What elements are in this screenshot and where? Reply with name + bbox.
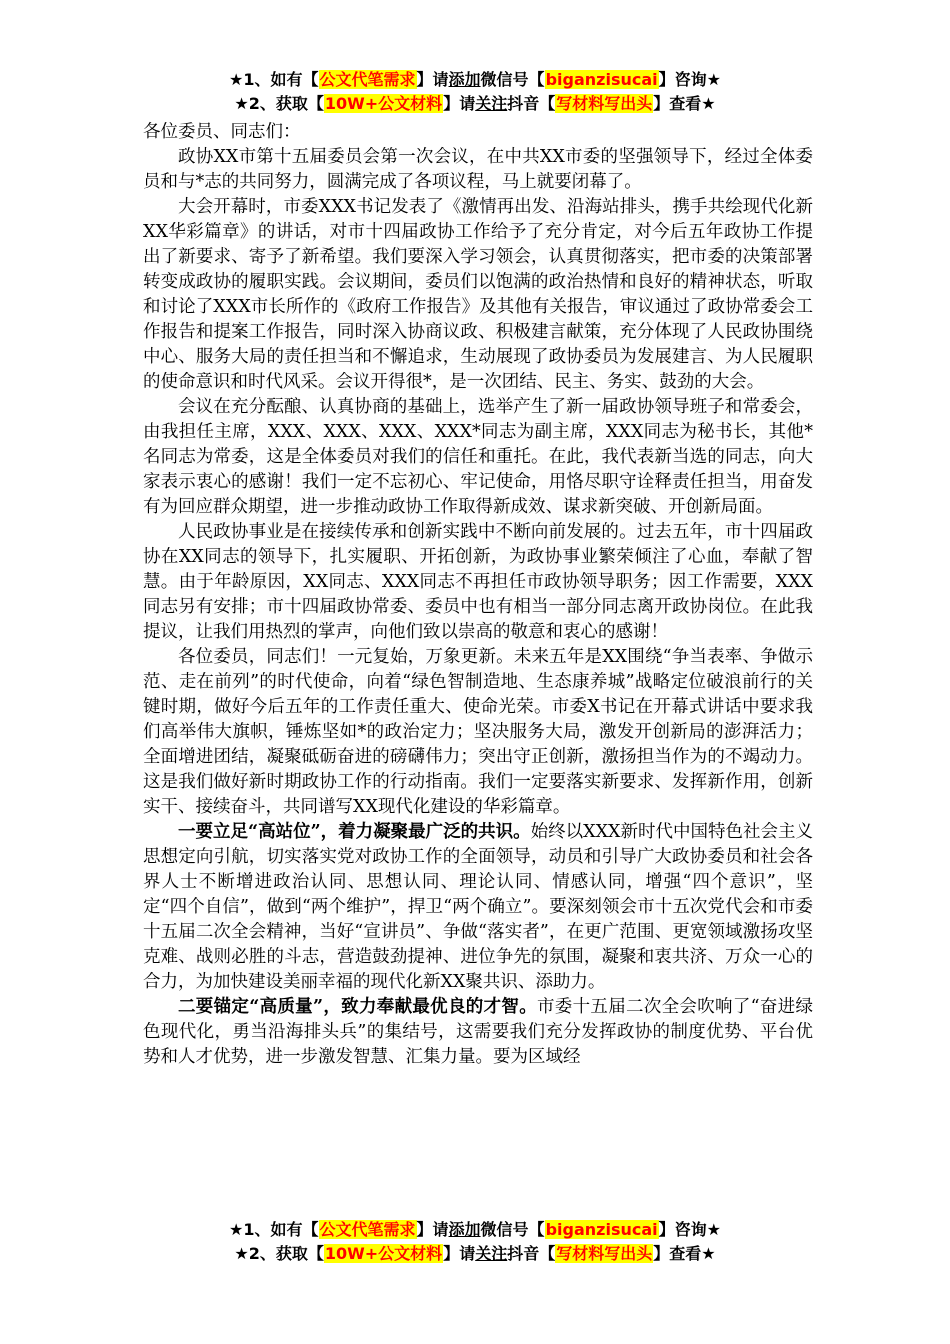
banner-line-1 [0,1218,950,1242]
banner-text: 微信号【 [480,1220,545,1239]
banner-underline: 添加 [448,1220,481,1239]
paragraph-7 [143,995,813,1070]
banner-highlight: biganzisucai [545,1220,658,1239]
banner-highlight: 公文代笔需求 [319,1220,416,1239]
banner-highlight: biganzisucai [545,70,658,89]
banner-line-2 [0,1242,950,1266]
banner-underline: 添加 [448,70,481,89]
banner-text: 抖音【 [507,1244,556,1263]
banner-text: 抖音【 [507,94,556,113]
paragraph-6-text: 始终以XXX新时代中国特色社会主义思想定向引航，切实落实党对政协工作的全面领导，动员和引导广大政协委员和社会各界人士不断增进政治认同、思想认同、理论认同、情感认同，增强“四个意识”，坚定“四个自信”，做到“两个维护”，捍卫“两个确立”。要深刻领会市十五次党代会和市委十五届二次全会精神，当好“宣讲员”、争做“落实者”，在更广范围、更宽领域激扬攻坚克难、战则必胜的斗志，营造鼓劲提神、进位争先的氛围，凝聚和衷共济、万众一心的合力，为加快建设美丽幸福的现代化新XX聚共识、添助力。 [143,822,814,992]
banner-text: ★1、如有【 [229,70,319,89]
banner-text: 】请 [416,70,449,89]
banner-highlight: 写材料写出头 [556,94,653,113]
header-banner [0,68,950,116]
paragraph-4: 人民政协事业是在接续传承和创新实践中不断向前发展的。过去五年，市十四届政协在XX同志的领导下，扎实履职、开拓创新，为政协事业繁荣倾注了心血，奉献了智慧。由于年龄原因，XX同志、XXX同志不再担任市政协领导职务；因工作需要，XXX同志另有安排；市十四届政协常委、委员中也有相当一部分同志离开政协岗位。在此我提议，让我们用热烈的掌声，向他们致以崇高的敬意和衷心的感谢！ [143,522,813,642]
banner-text: 】查看★ [653,1244,716,1263]
paragraph-7-text: 市委十五届二次全会吹响了“奋进绿色现代化，勇当沿海排头兵”的集结号，这需要我们充分发挥政协的制度优势、平台优势和人才优势，进一步激发智慧、汇集力量。要为区域经 [143,997,813,1067]
banner-text: ★1、如有【 [229,1220,319,1239]
banner-text: ★2、获取【 [234,1244,324,1263]
banner-text: 】请 [443,1244,476,1263]
paragraph-2: 大会开幕时，市委XXX书记发表了《激情再出发、沿海站排头，携手共绘现代化新XX华彩篇章》的讲话，对市十四届政协工作给予了充分肯定，对今后五年政协工作提出了新要求、寄予了新希望。我们要深入学习领会，认真贯彻落实，把市委的决策部署转变成政协的履职实践。会议期间，委员们以饱满的政治热情和良好的精神状态，听取和讨论了XXX市长所作的《政府工作报告》及其他有关报告，审议通过了政协常委会工作报告和提案工作报告，同时深入协商议政、积极建言献策，充分体现了人民政协围绕中心、服务大局的责任担当和不懈追求，生动展现了政协委员为发展建言、为人民履职的使命意识和时代风采。会议开得很*，是一次团结、民主、务实、鼓劲的大会。 [143,197,813,392]
paragraph-6 [143,820,813,995]
footer-banner [0,1218,950,1266]
banner-highlight: 写材料写出头 [556,1244,653,1263]
banner-text: 】咨询★ [658,1220,721,1239]
banner-text: 微信号【 [480,70,545,89]
paragraph-7-heading: 二要锚定“高质量”，致力奉献最优良的才智。 [178,997,537,1017]
banner-line-2 [0,92,950,116]
banner-text: ★2、获取【 [234,94,324,113]
banner-highlight: 公文代笔需求 [319,70,416,89]
paragraph-5: 各位委员，同志们！一元复始，万象更新。未来五年是XX围绕“争当表率、争做示范、走在前列”的时代使命，向着“绿色智制造地、生态康养城”战略定位破浪前行的关键时期，做好今后五年的工作责任重大、使命光荣。市委X书记在开幕式讲话中要求我们高举伟大旗帜，锤炼坚如*的政治定力；坚决服务大局，激发开创新局的澎湃活力；全面增进团结，凝聚砥砺奋进的磅礴伟力；突出守正创新，激扬担当作为的不竭动力。这是我们做好新时期政协工作的行动指南。我们一定要落实新要求、发挥新作用，创新实干、接续奋斗，共同谱写XX现代化建设的华彩篇章。 [143,647,813,817]
paragraph-6-heading: 一要立足“高站位”，着力凝聚最广泛的共识。 [178,822,531,842]
banner-text: 】查看★ [653,94,716,113]
paragraph-1: 政协XX市第十五届委员会第一次会议，在中共XX市委的坚强领导下，经过全体委员和与*志的共同努力，圆满完成了各项议程，马上就要闭幕了。 [143,147,813,192]
banner-text: 】请 [416,1220,449,1239]
banner-underline: 关注 [475,94,508,113]
banner-underline: 关注 [475,1244,508,1263]
banner-text: 】请 [443,94,476,113]
banner-line-1 [0,68,950,92]
banner-text: 】咨询★ [658,70,721,89]
banner-highlight: 10W+公文材料 [324,94,443,113]
paragraph-3: 会议在充分酝酿、认真协商的基础上，选举产生了新一届政协领导班子和常委会，由我担任主席，XXX、XXX、XXX、XXX*同志为副主席，XXX同志为秘书长，其他*名同志为常委，这是全体委员对我们的信任和重托。在此，我代表新当选的同志，向大家表示衷心的感谢！我们一定不忘初心、牢记使命，用恪尽职守诠释责任担当，用奋发有为回应群众期望，进一步推动政协工作取得新成效、谋求新突破、开创新局面。 [143,397,813,517]
banner-highlight: 10W+公文材料 [324,1244,443,1263]
greeting: 各位委员、同志们： [143,122,301,142]
document-body [143,120,813,1070]
